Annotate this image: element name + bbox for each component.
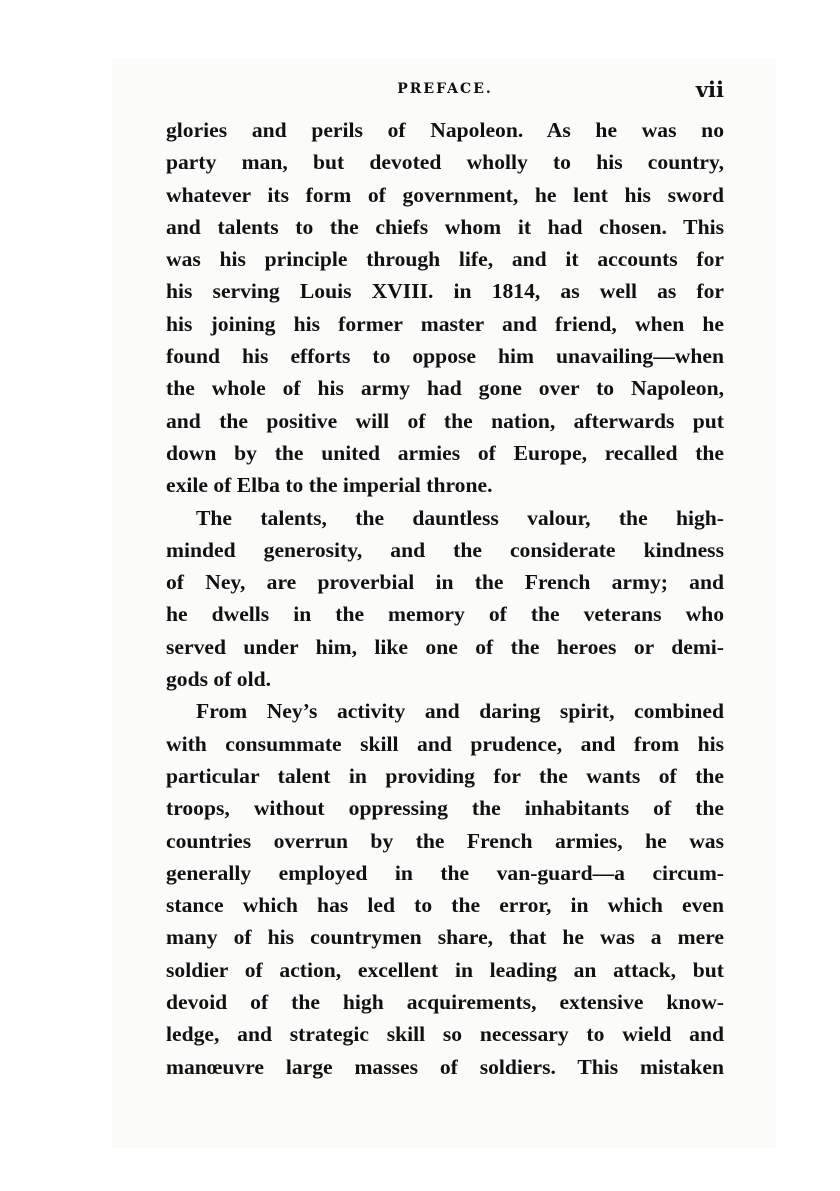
text-line: the whole of his army had gone over to Napoleon, — [166, 376, 724, 401]
text-line: soldier of action, excellent in leading an attack, but — [166, 957, 724, 982]
page-number: vii — [695, 77, 724, 102]
text-line: found his efforts to oppose him unavailing—when — [166, 344, 724, 369]
text-line: countries overrun by the French armies, he was — [166, 828, 724, 853]
text-line: whatever its form of government, he lent his sword — [166, 182, 724, 207]
text-line: manœuvre large masses of soldiers. This mistaken — [166, 1054, 724, 1079]
text-line: and talents to the chiefs whom it had chosen. This — [166, 214, 724, 239]
text-line: served under him, like one of the heroes or demi- — [166, 634, 724, 659]
text-line: gods of old. — [166, 667, 271, 692]
text-line: stance which has led to the error, in which even — [166, 893, 724, 918]
text-line: minded generosity, and the considerate kindness — [166, 537, 724, 562]
running-head — [166, 78, 724, 106]
text-line: with consummate skill and prudence, and from his — [166, 731, 724, 756]
text-line: and the positive will of the nation, afterwards put — [166, 408, 724, 433]
text-line: down by the united armies of Europe, recalled the — [166, 440, 724, 465]
body-text — [166, 114, 724, 1083]
text-line: The talents, the dauntless valour, the high- — [196, 505, 724, 530]
text-line: troops, without oppressing the inhabitants of the — [166, 796, 724, 821]
text-line: of Ney, are proverbial in the French army; and — [166, 570, 724, 595]
text-line: devoid of the high acquirements, extensive know- — [166, 990, 724, 1015]
text-line: many of his countrymen share, that he was a mere — [166, 925, 724, 950]
text-line: his joining his former master and friend, when he — [166, 311, 724, 336]
text-line: exile of Elba to the imperial throne. — [166, 473, 493, 498]
text-line: his serving Louis XVIII. in 1814, as well as for — [166, 279, 724, 304]
text-line: ledge, and strategic skill so necessary to wield and — [166, 1022, 724, 1047]
text-line: From Ney’s activity and daring spirit, combined — [196, 699, 724, 724]
text-line: glories and perils of Napoleon. As he was no — [166, 118, 724, 142]
text-line: he dwells in the memory of the veterans who — [166, 602, 724, 627]
text-line: party man, but devoted wholly to his country, — [166, 150, 724, 175]
text-line: was his principle through life, and it accounts for — [166, 247, 724, 272]
text-line: generally employed in the van-guard—a circum- — [166, 860, 724, 885]
text-line: particular talent in providing for the wants of the — [166, 763, 724, 788]
running-head-title: PREFACE. — [397, 81, 493, 97]
